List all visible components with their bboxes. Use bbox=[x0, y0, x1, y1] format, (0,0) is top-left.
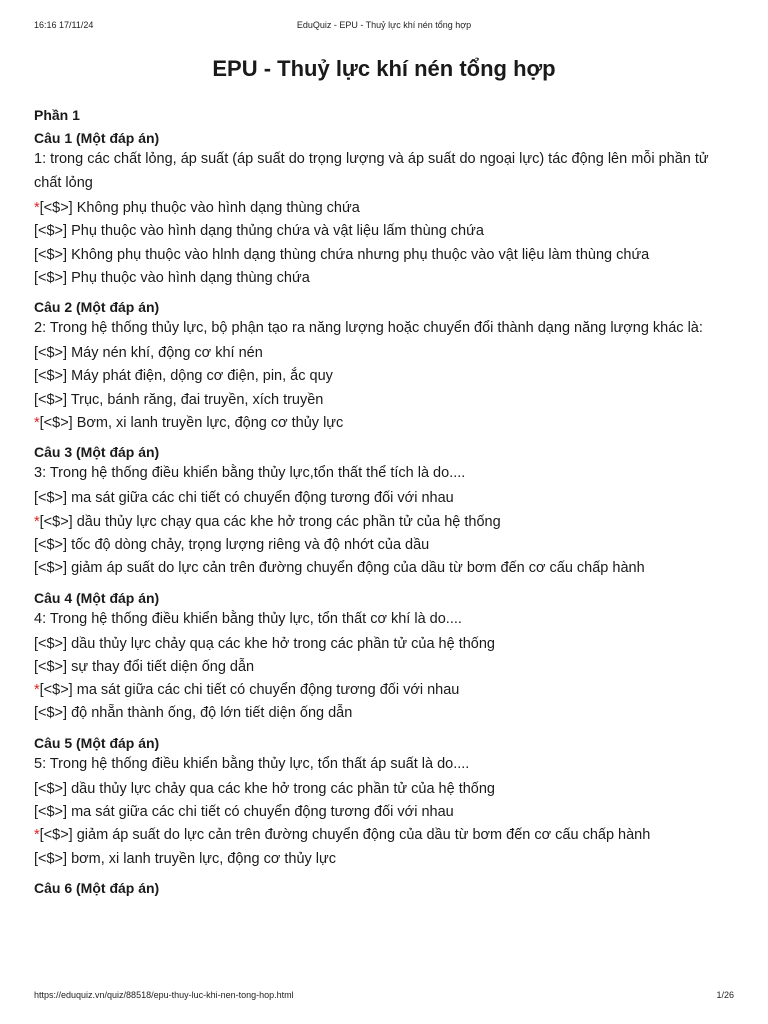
answer-option bbox=[34, 267, 734, 290]
answer-option bbox=[34, 702, 734, 725]
section-title: Phần 1 bbox=[34, 107, 80, 123]
question-text: 2: Trong hệ thống thủy lực, bộ phận tạo ra năng lượng hoặc chuyển đổi thành dạng năng lượng khác là: bbox=[34, 320, 703, 337]
question-text: 1: trong các chất lỏng, áp suất (áp suất do trọng lượng và áp suất do ngoại lực) tác động lên mỗi phần tử chất lỏng bbox=[34, 151, 709, 191]
answer-option bbox=[34, 633, 734, 656]
answer-text: [<$>] tốc độ dòng chảy, trọng lượng riêng và độ nhớt của dầu bbox=[34, 536, 430, 553]
answer-option bbox=[34, 534, 734, 557]
correct-answer-marker: * bbox=[34, 415, 40, 432]
question-block bbox=[34, 298, 734, 435]
question-block bbox=[34, 129, 734, 290]
answer-text: [<$>] ma sát giữa các chi tiết có chuyển động tương đối với nhau bbox=[34, 490, 454, 507]
quiz-content bbox=[34, 106, 734, 905]
question-block bbox=[34, 734, 734, 871]
question-heading: Câu 2 (Một đáp án) bbox=[34, 299, 160, 316]
question-heading: Câu 1 (Một đáp án) bbox=[34, 130, 160, 146]
correct-answer-marker: * bbox=[34, 513, 40, 530]
answer-text: [<$>] dầu thủy lực chảy qua các khe hở trong các phần tử của hệ thống bbox=[34, 780, 495, 797]
correct-answer-marker: * bbox=[34, 200, 40, 216]
answer-option bbox=[34, 801, 734, 824]
answer-option bbox=[34, 487, 734, 510]
print-footer bbox=[34, 990, 734, 1002]
answer-text: [<$>] Phụ thuộc vào hình dạng thủng chứa và vật liệu lấm thùng chứa bbox=[34, 223, 484, 240]
correct-answer-marker: * bbox=[34, 827, 40, 844]
answer-option bbox=[34, 656, 734, 679]
answer-text: [<$>] ma sát giữa các chi tiết có chuyển động tương đối với nhau bbox=[39, 682, 460, 699]
answer-text: [<$>] Trục, bánh răng, đai truyền, xích truyền bbox=[34, 391, 324, 408]
answer-text: [<$>] độ nhẵn thành ống, độ lớn tiết diện ống dẫn bbox=[34, 705, 353, 722]
page-url[interactable]: https://eduquiz.vn/quiz/88518/epu-thuy-luc-khi-nen-tong-hop.html bbox=[34, 990, 294, 1000]
print-datetime: 16:16 17/11/24 bbox=[34, 20, 94, 30]
answer-option bbox=[34, 824, 734, 847]
question-heading: Câu 5 (Một đáp án) bbox=[34, 734, 160, 751]
question-block bbox=[34, 879, 734, 897]
answer-text: [<$>] bơm, xi lanh truyền lực, động cơ thủy lực bbox=[34, 850, 336, 867]
question-heading: Câu 4 (Một đáp án) bbox=[34, 589, 160, 606]
answer-option bbox=[34, 412, 734, 435]
answer-text: [<$>] dầu thủy lực chảy quạ các khe hở trong các phần tử của hệ thống bbox=[34, 635, 495, 652]
answer-text: [<$>] giảm áp suất do lực cản trên đường chuyển động của dầu từ bơm đến cơ cấu chấp hành bbox=[39, 827, 651, 844]
answer-option bbox=[34, 511, 734, 534]
answer-option bbox=[34, 365, 734, 388]
question-list bbox=[34, 129, 734, 897]
answer-option bbox=[34, 557, 734, 580]
answer-text: [<$>] giảm áp suất do lực cản trên đường chuyển động của dầu từ bơm đến cơ cấu chấp hành bbox=[34, 560, 645, 577]
answer-text: [<$>] Bơm, xi lanh truyền lực, động cơ thủy lực bbox=[39, 415, 344, 432]
question-block bbox=[34, 443, 734, 580]
question-text: 5: Trong hệ thống điều khiển bằng thủy lực, tổn thất áp suất là do.... bbox=[34, 755, 470, 772]
answer-text: [<$>] Không phụ thuộc vào hình dạng thùng chứa bbox=[39, 200, 360, 216]
answer-text: [<$>] Phụ thuộc vào hình dạng thùng chứa bbox=[34, 269, 310, 286]
print-header bbox=[34, 20, 734, 34]
answer-text: [<$>] Máy nén khí, động cơ khí nén bbox=[34, 345, 263, 362]
page-number: 1/26 bbox=[716, 990, 734, 1000]
correct-answer-marker: * bbox=[34, 682, 40, 699]
answer-option bbox=[34, 220, 734, 243]
question-text: 4: Trong hệ thống điều khiển bằng thủy lực, tổn thất cơ khí là do.... bbox=[34, 610, 462, 627]
answer-text: [<$>] ma sát giữa các chi tiết có chuyển động tương đối với nhau bbox=[34, 804, 454, 821]
question-heading: Câu 6 (Một đáp án) bbox=[34, 879, 160, 896]
answer-text: [<$>] sự thay đổi tiết diện ống dẫn bbox=[34, 658, 255, 675]
print-window-title: EduQuiz - EPU - Thuỷ lực khí nén tổng hợp bbox=[296, 20, 472, 30]
answer-option bbox=[34, 342, 734, 365]
question-block bbox=[34, 589, 734, 726]
answer-option bbox=[34, 389, 734, 412]
answer-option bbox=[34, 244, 734, 267]
answer-text: [<$>] Máy phát điện, dộng cơ điện, pin, ắc quy bbox=[34, 368, 333, 385]
answer-option bbox=[34, 679, 734, 702]
question-text: 3: Trong hệ thống điều khiển bằng thủy lực,tổn thất thể tích là do.... bbox=[34, 465, 466, 482]
question-heading: Câu 3 (Một đáp án) bbox=[34, 444, 160, 461]
answer-text: [<$>] Không phụ thuộc vào hlnh dạng thùng chứa nhưng phụ thuộc vào vật liệu làm thùng chứa bbox=[34, 246, 650, 263]
page-title: EPU - Thuỷ lực khí nén tổng hợp bbox=[212, 56, 556, 81]
answer-text: [<$>] dầu thủy lực chạy qua các khe hở trong các phần tử của hệ thống bbox=[39, 513, 501, 530]
answer-option bbox=[34, 197, 734, 220]
answer-option bbox=[34, 848, 734, 871]
answer-option bbox=[34, 778, 734, 801]
